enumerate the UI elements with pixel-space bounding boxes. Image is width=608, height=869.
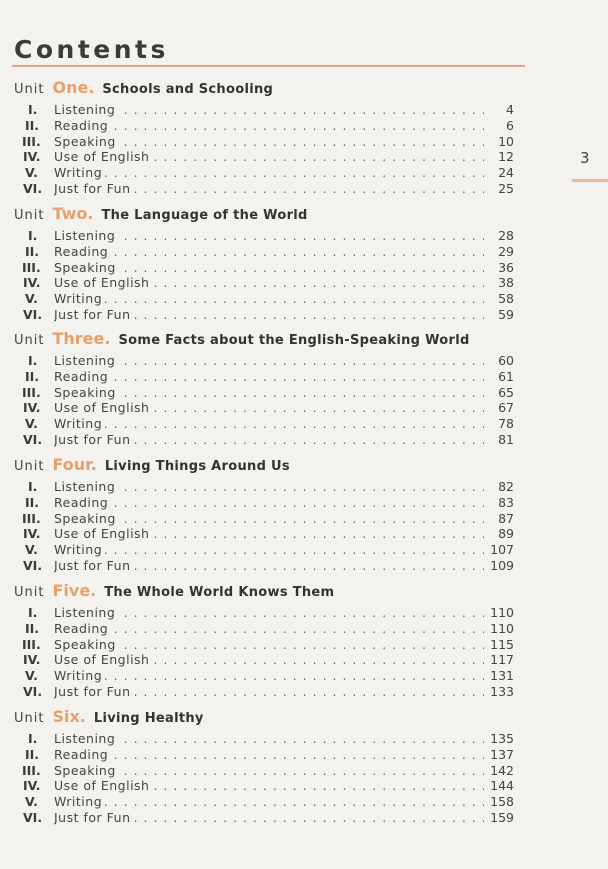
toc-entry [14, 495, 514, 511]
entry-label [54, 684, 484, 700]
entry-label [54, 353, 484, 369]
unit-items [14, 102, 514, 197]
entry-label [54, 763, 484, 779]
toc-entry [14, 621, 514, 637]
entry-label-text: Just for Fun [54, 432, 134, 447]
toc-entry [14, 778, 514, 794]
roman-numeral: V. [25, 794, 38, 810]
entry-label [54, 558, 484, 574]
toc-entry [14, 747, 514, 763]
entry-label-text: Speaking [54, 763, 119, 778]
unit-section [14, 707, 514, 826]
toc-entry [14, 385, 514, 401]
roman-numeral: VI. [23, 683, 43, 699]
toc-entry [14, 228, 514, 244]
entry-page-number: 144 [490, 778, 514, 794]
entry-page-number: 81 [498, 431, 514, 447]
entry-label-text: Listening [54, 731, 118, 746]
toc-entry [14, 181, 514, 197]
toc-entry [14, 400, 514, 416]
toc-entry [14, 102, 514, 118]
unit-number: Two. [52, 204, 94, 223]
entry-label-text: Just for Fun [54, 558, 134, 573]
unit-section [14, 455, 514, 574]
entry-page-number: 24 [498, 165, 514, 181]
toc-entry [14, 260, 514, 276]
toc-entry [14, 369, 514, 385]
unit-section [14, 204, 514, 323]
toc-entry [14, 416, 514, 432]
entry-label-text: Reading [54, 118, 111, 133]
roman-numeral: II. [25, 620, 40, 636]
roman-numeral: IV. [23, 275, 41, 291]
entry-label [54, 621, 484, 637]
toc-entry [14, 668, 514, 684]
roman-numeral: I. [28, 228, 38, 243]
entry-label-text: Speaking [54, 134, 119, 149]
toc-entry [14, 479, 514, 495]
entry-label [54, 165, 484, 181]
unit-title: Schools and Schooling [102, 82, 274, 97]
entry-label [54, 400, 484, 416]
unit-items [14, 353, 514, 448]
roman-numeral: VI. [23, 809, 43, 825]
entry-label [54, 102, 484, 118]
entry-page-number: 78 [498, 416, 514, 432]
entry-label-text: Writing [54, 165, 105, 180]
roman-numeral: II. [25, 368, 40, 384]
entry-page-number: 65 [498, 384, 514, 400]
entry-label [54, 134, 484, 150]
unit-word: Unit [14, 82, 45, 97]
entry-page-number: 12 [498, 149, 514, 165]
entry-page-number: 83 [498, 494, 514, 510]
entry-label-text: Listening [54, 479, 118, 494]
roman-numeral: II. [25, 746, 40, 762]
entry-label [54, 416, 484, 432]
toc-entry [14, 810, 514, 826]
unit-section [14, 581, 514, 700]
roman-numeral: VI. [23, 557, 43, 573]
entry-label [54, 307, 484, 323]
entry-page-number: 115 [490, 636, 514, 652]
toc-entry [14, 526, 514, 542]
unit-title: The Whole World Knows Them [104, 585, 335, 600]
entry-page-number: 60 [498, 353, 514, 368]
entry-page-number: 25 [498, 180, 514, 196]
roman-numeral: IV. [23, 526, 41, 542]
toc-entry [14, 542, 514, 558]
entry-label [54, 511, 484, 527]
entry-label-text: Just for Fun [54, 810, 134, 825]
entry-page-number: 29 [498, 243, 514, 259]
entry-label-text: Use of English [54, 526, 152, 541]
roman-numeral: III. [22, 133, 41, 149]
entry-label [54, 149, 484, 165]
entry-label-text: Speaking [54, 511, 119, 526]
toc-entry [14, 275, 514, 291]
entry-label [54, 385, 484, 401]
entry-label [54, 542, 484, 558]
unit-heading [14, 707, 514, 729]
entry-label-text: Just for Fun [54, 181, 134, 196]
roman-numeral: IV. [23, 778, 41, 794]
entry-label-text: Listening [54, 228, 118, 243]
entry-page-number: 133 [490, 683, 514, 699]
unit-word: Unit [14, 208, 45, 223]
entry-label-text: Reading [54, 369, 111, 384]
roman-numeral: I. [28, 353, 38, 368]
entry-page-number: 61 [498, 368, 514, 384]
roman-numeral: II. [25, 117, 40, 133]
toc-entry [14, 307, 514, 323]
entry-label-text: Writing [54, 291, 105, 306]
entry-label [54, 652, 484, 668]
entry-label [54, 605, 484, 621]
unit-heading [14, 78, 514, 100]
entry-label-text: Use of English [54, 275, 152, 290]
entry-label-text: Writing [54, 416, 105, 431]
entry-label-text: Reading [54, 495, 111, 510]
entry-page-number: 38 [498, 275, 514, 291]
toc-entry [14, 134, 514, 150]
roman-numeral: II. [25, 494, 40, 510]
unit-heading [14, 581, 514, 603]
unit-section [14, 78, 514, 197]
entry-page-number: 117 [490, 652, 514, 668]
entry-label [54, 794, 484, 810]
entry-label-text: Writing [54, 668, 105, 683]
entry-page-number: 67 [498, 400, 514, 416]
roman-numeral: V. [25, 416, 38, 432]
unit-number: Five. [52, 581, 97, 600]
toc-entry [14, 432, 514, 448]
entry-page-number: 110 [490, 605, 514, 620]
entry-page-number: 28 [498, 228, 514, 243]
roman-numeral: II. [25, 243, 40, 259]
unit-title: Some Facts about the English-Speaking World [118, 333, 470, 348]
entry-label-text: Just for Fun [54, 307, 134, 322]
entry-label-text: Writing [54, 794, 105, 809]
entry-label [54, 432, 484, 448]
entry-page-number: 158 [490, 794, 514, 810]
entry-page-number: 107 [490, 542, 514, 558]
entry-label-text: Listening [54, 102, 118, 117]
entry-label [54, 479, 484, 495]
entry-label-text: Listening [54, 353, 118, 368]
toc-entry [14, 763, 514, 779]
toc-entry [14, 165, 514, 181]
entry-page-number: 142 [490, 762, 514, 778]
roman-numeral: III. [22, 384, 41, 400]
unit-word: Unit [14, 585, 45, 600]
entry-page-number: 87 [498, 510, 514, 526]
entry-label-text: Speaking [54, 260, 119, 275]
toc-entry [14, 684, 514, 700]
entry-page-number: 89 [498, 526, 514, 542]
entry-page-number: 82 [498, 479, 514, 494]
toc-entry [14, 118, 514, 134]
entry-page-number: 36 [498, 259, 514, 275]
toc-entry [14, 794, 514, 810]
unit-word: Unit [14, 333, 45, 348]
unit-word: Unit [14, 459, 45, 474]
unit-title: Living Healthy [93, 711, 204, 726]
toc-entry [14, 605, 514, 621]
entry-label [54, 228, 484, 244]
roman-numeral: IV. [23, 400, 41, 416]
entry-label [54, 244, 484, 260]
entry-label-text: Just for Fun [54, 684, 134, 699]
entry-label-text: Use of English [54, 652, 152, 667]
unit-heading [14, 455, 514, 477]
entry-label [54, 369, 484, 385]
unit-word: Unit [14, 711, 45, 726]
unit-section [14, 329, 514, 448]
entry-label-text: Reading [54, 244, 111, 259]
roman-numeral: VI. [23, 180, 43, 196]
roman-numeral: V. [25, 542, 38, 558]
entry-page-number: 131 [490, 668, 514, 684]
entry-page-number: 159 [490, 809, 514, 825]
unit-title: Living Things Around Us [104, 459, 290, 474]
entry-label-text: Speaking [54, 637, 119, 652]
entry-label [54, 747, 484, 763]
entry-page-number: 135 [490, 731, 514, 746]
roman-numeral: V. [25, 291, 38, 307]
unit-heading [14, 329, 514, 351]
roman-numeral: I. [28, 102, 38, 117]
roman-numeral: I. [28, 731, 38, 746]
unit-number: One. [52, 78, 95, 97]
unit-title: The Language of the World [101, 208, 308, 223]
entry-page-number: 59 [498, 306, 514, 322]
entry-label-text: Use of English [54, 400, 152, 415]
roman-numeral: I. [28, 479, 38, 494]
roman-numeral: IV. [23, 149, 41, 165]
roman-numeral: III. [22, 510, 41, 526]
entry-label [54, 495, 484, 511]
entry-page-number: 6 [506, 117, 514, 133]
entry-label [54, 118, 484, 134]
entry-label [54, 637, 484, 653]
toc-entry [14, 731, 514, 747]
entry-page-number: 58 [498, 291, 514, 307]
toc-entry [14, 291, 514, 307]
entry-label-text: Use of English [54, 149, 152, 164]
roman-numeral: IV. [23, 652, 41, 668]
roman-numeral: III. [22, 636, 41, 652]
roman-numeral: I. [28, 605, 38, 620]
toc-entry [14, 652, 514, 668]
entry-page-number: 110 [490, 620, 514, 636]
entry-label [54, 291, 484, 307]
unit-heading [14, 204, 514, 226]
entry-label-text: Use of English [54, 778, 152, 793]
roman-numeral: VI. [23, 306, 43, 322]
unit-number: Three. [52, 329, 111, 348]
entry-page-number: 4 [506, 102, 514, 117]
entry-page-number: 109 [490, 557, 514, 573]
entry-label [54, 810, 484, 826]
entry-label [54, 778, 484, 794]
entry-label [54, 260, 484, 276]
entry-label-text: Listening [54, 605, 118, 620]
entry-label [54, 731, 484, 747]
entry-label-text: Reading [54, 621, 111, 636]
roman-numeral: VI. [23, 431, 43, 447]
entry-label [54, 526, 484, 542]
roman-numeral: III. [22, 259, 41, 275]
title-rule [12, 65, 525, 67]
entry-page-number: 10 [498, 133, 514, 149]
toc-entry [14, 558, 514, 574]
entry-label [54, 668, 484, 684]
roman-numeral: V. [25, 668, 38, 684]
toc-entry [14, 637, 514, 653]
toc-entry [14, 149, 514, 165]
roman-numeral: V. [25, 165, 38, 181]
unit-items [14, 605, 514, 700]
toc-entry [14, 244, 514, 260]
toc-entry [14, 353, 514, 369]
page-title: Contents [14, 35, 169, 64]
unit-items [14, 228, 514, 323]
entry-label [54, 275, 484, 291]
entry-label [54, 181, 484, 197]
unit-number: Four. [52, 455, 97, 474]
unit-items [14, 479, 514, 574]
unit-items [14, 731, 514, 826]
entry-label-text: Writing [54, 542, 105, 557]
entry-label-text: Speaking [54, 385, 119, 400]
entry-page-number: 137 [490, 746, 514, 762]
unit-number: Six. [52, 707, 86, 726]
toc-entry [14, 511, 514, 527]
entry-label-text: Reading [54, 747, 111, 762]
page-number: 3 [580, 149, 590, 167]
roman-numeral: III. [22, 762, 41, 778]
page-number-rule [572, 179, 608, 182]
